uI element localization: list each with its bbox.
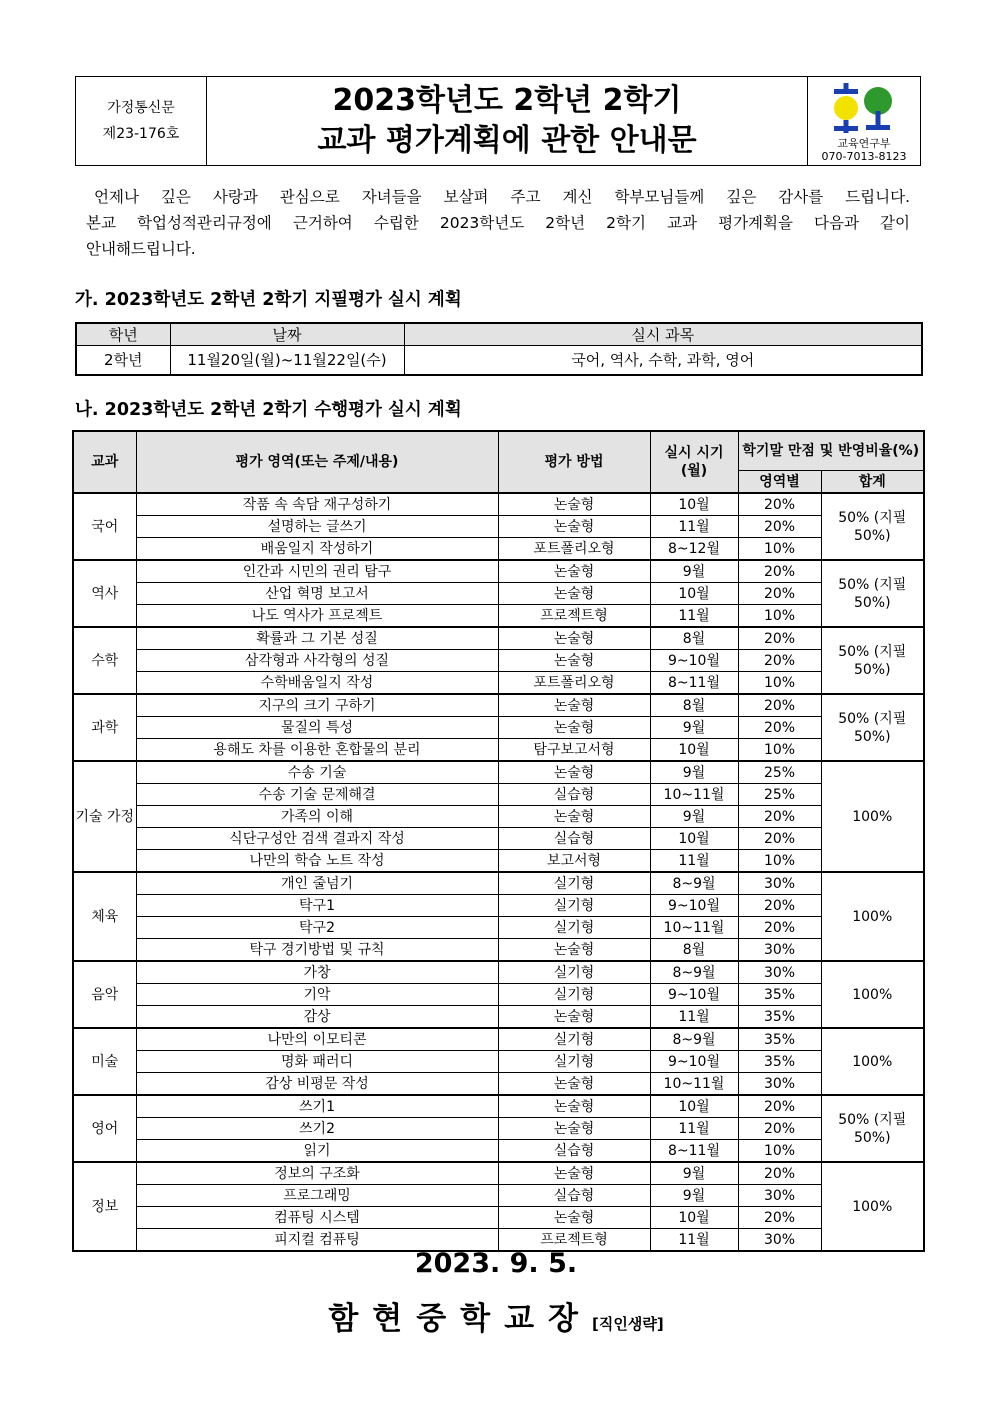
cell-percent: 20% — [738, 516, 821, 538]
cell-method: 실기형 — [498, 984, 650, 1006]
table-row — [73, 1140, 924, 1163]
cell-area: 지구의 크기 구하기 — [136, 694, 498, 717]
cell-area: 피지컬 컴퓨팅 — [136, 1229, 498, 1252]
cell-period: 11월 — [650, 1118, 738, 1140]
cell-method: 논술형 — [498, 1095, 650, 1118]
cell-period: 10~11월 — [650, 784, 738, 806]
cell-percent: 20% — [738, 806, 821, 828]
cell-percent: 20% — [738, 895, 821, 917]
cell-period: 11월 — [650, 850, 738, 873]
table-row — [73, 493, 924, 516]
cell-total: 100% — [821, 1162, 924, 1251]
cell-method: 논술형 — [498, 761, 650, 784]
cell-area: 배움일지 작성하기 — [136, 538, 498, 561]
cell-period: 9월 — [650, 560, 738, 583]
cell-total: 50% (지필 50%) — [821, 493, 924, 560]
cell-percent: 30% — [738, 961, 821, 984]
cell-method: 논술형 — [498, 560, 650, 583]
cell-subject: 수학 — [73, 627, 136, 694]
cell-area: 개인 줄넘기 — [136, 872, 498, 895]
cell-percent: 10% — [738, 1140, 821, 1163]
cell-period: 10월 — [650, 1207, 738, 1229]
table-row — [73, 917, 924, 939]
cell-area: 산업 혁명 보고서 — [136, 583, 498, 605]
table-row — [73, 1118, 924, 1140]
cell-method: 실습형 — [498, 828, 650, 850]
table-row — [73, 1095, 924, 1118]
cell-period: 8~11월 — [650, 672, 738, 695]
table-row — [73, 516, 924, 538]
cell-period: 10월 — [650, 739, 738, 762]
header-period: 실시 시기 (월) — [650, 431, 738, 493]
header-area: 평가 영역(또는 주제/내용) — [136, 431, 498, 493]
cell-total: 100% — [821, 761, 924, 872]
table-row — [73, 872, 924, 895]
cell-method: 논술형 — [498, 493, 650, 516]
cell-area: 인간과 시민의 권리 탐구 — [136, 560, 498, 583]
table-row — [73, 1028, 924, 1051]
cell-period: 9월 — [650, 806, 738, 828]
cell-grade: 2학년 — [76, 346, 170, 376]
cell-area: 나도 역사가 프로젝트 — [136, 605, 498, 628]
cell-percent: 30% — [738, 1185, 821, 1207]
cell-period: 9~10월 — [650, 1051, 738, 1073]
table-row — [73, 650, 924, 672]
cell-area: 가창 — [136, 961, 498, 984]
cell-method: 보고서형 — [498, 850, 650, 873]
cell-total: 50% (지필 50%) — [821, 627, 924, 694]
table-header-row — [76, 323, 922, 346]
cell-period: 8~9월 — [650, 961, 738, 984]
cell-percent: 30% — [738, 1073, 821, 1096]
cell-method: 논술형 — [498, 1006, 650, 1029]
cell-percent: 35% — [738, 1051, 821, 1073]
cell-method: 실기형 — [498, 917, 650, 939]
cell-area: 용해도 차를 이용한 혼합물의 분리 — [136, 739, 498, 762]
cell-period: 9~10월 — [650, 984, 738, 1006]
cell-method: 실기형 — [498, 961, 650, 984]
cell-method: 논술형 — [498, 583, 650, 605]
cell-percent: 35% — [738, 1028, 821, 1051]
cell-area: 작품 속 속담 재구성하기 — [136, 493, 498, 516]
intro-line-3: 안내해드립니다. — [86, 240, 196, 258]
table-row — [73, 784, 924, 806]
cell-subject: 역사 — [73, 560, 136, 627]
cell-area: 식단구성안 검색 결과지 작성 — [136, 828, 498, 850]
cell-period: 11월 — [650, 516, 738, 538]
cell-method: 실기형 — [498, 1028, 650, 1051]
table-row — [73, 761, 924, 784]
cell-total: 100% — [821, 1028, 924, 1095]
cell-period: 8~9월 — [650, 872, 738, 895]
cell-method: 프로젝트형 — [498, 605, 650, 628]
table-row — [73, 961, 924, 984]
cell-total: 50% (지필 50%) — [821, 560, 924, 627]
section-b-title: 나. 2023학년도 2학년 2학기 수행평가 실시 계획 — [75, 400, 462, 420]
cell-method: 포트폴리오형 — [498, 672, 650, 695]
cell-percent: 20% — [738, 917, 821, 939]
cell-subject: 체육 — [73, 872, 136, 961]
cell-percent: 10% — [738, 850, 821, 873]
table-row — [73, 1185, 924, 1207]
cell-area: 확률과 그 기본 성질 — [136, 627, 498, 650]
cell-period: 10~11월 — [650, 1073, 738, 1096]
cell-period: 9월 — [650, 1185, 738, 1207]
header-date: 날짜 — [170, 323, 404, 346]
cell-percent: 20% — [738, 560, 821, 583]
written-exam-table — [75, 322, 923, 376]
cell-method: 논술형 — [498, 939, 650, 962]
cell-period: 11월 — [650, 1229, 738, 1252]
cell-period: 11월 — [650, 605, 738, 628]
cell-period: 9월 — [650, 717, 738, 739]
cell-percent: 20% — [738, 717, 821, 739]
table-row — [76, 346, 922, 376]
cell-area: 프로그래밍 — [136, 1185, 498, 1207]
cell-method: 포트폴리오형 — [498, 538, 650, 561]
cell-period: 11월 — [650, 1006, 738, 1029]
cell-method: 실기형 — [498, 1051, 650, 1073]
cell-method: 논술형 — [498, 694, 650, 717]
cell-method: 탐구보고서형 — [498, 739, 650, 762]
header-total: 합계 — [821, 471, 924, 494]
cell-period: 8월 — [650, 694, 738, 717]
cell-area: 탁구 경기방법 및 규칙 — [136, 939, 498, 962]
cell-method: 논술형 — [498, 806, 650, 828]
cell-percent: 10% — [738, 538, 821, 561]
cell-percent: 20% — [738, 1162, 821, 1185]
table-row — [73, 717, 924, 739]
table-row — [73, 828, 924, 850]
cell-period: 9월 — [650, 761, 738, 784]
cell-area: 삼각형과 사각형의 성질 — [136, 650, 498, 672]
cell-area: 탁구2 — [136, 917, 498, 939]
cell-percent: 20% — [738, 1207, 821, 1229]
cell-percent: 35% — [738, 984, 821, 1006]
cell-percent: 20% — [738, 1118, 821, 1140]
subject-group — [73, 1095, 924, 1162]
cell-subject: 음악 — [73, 961, 136, 1028]
cell-percent: 25% — [738, 761, 821, 784]
cell-area: 기악 — [136, 984, 498, 1006]
cell-period: 8월 — [650, 627, 738, 650]
table-row — [73, 806, 924, 828]
principal-signature — [0, 1293, 992, 1338]
cell-percent: 30% — [738, 1229, 821, 1252]
cell-area: 설명하는 글쓰기 — [136, 516, 498, 538]
cell-period: 8~11월 — [650, 1140, 738, 1163]
cell-period: 9~10월 — [650, 650, 738, 672]
table-row — [73, 605, 924, 628]
header-method: 평가 방법 — [498, 431, 650, 493]
cell-area: 수송 기술 문제해결 — [136, 784, 498, 806]
cell-subject: 기술 가정 — [73, 761, 136, 872]
cell-area: 정보의 구조화 — [136, 1162, 498, 1185]
cell-subject: 영어 — [73, 1095, 136, 1162]
subject-group — [73, 872, 924, 961]
cell-percent: 20% — [738, 828, 821, 850]
table-row — [73, 538, 924, 561]
notice-number: 제23-176호 — [102, 126, 180, 142]
table-row — [73, 694, 924, 717]
department-phone: 070-7013-8123 — [821, 150, 907, 163]
cell-area: 탁구1 — [136, 895, 498, 917]
subject-group — [73, 694, 924, 761]
cell-total: 50% (지필 50%) — [821, 1095, 924, 1162]
cell-period: 9월 — [650, 1162, 738, 1185]
title-line-1: 2023학년도 2학년 2학기 — [332, 83, 682, 118]
cell-area: 나만의 이모티콘 — [136, 1028, 498, 1051]
table-row — [73, 895, 924, 917]
intro-line-1: 언제나 깊은 사랑과 관심으로 자녀들을 보살펴 주고 계신 학부모님들께 깊은 감사를 드립니다. — [94, 188, 910, 206]
cell-area: 쓰기1 — [136, 1095, 498, 1118]
subject-group — [73, 493, 924, 560]
cell-subject: 과학 — [73, 694, 136, 761]
notice-number-box — [76, 77, 207, 165]
performance-assessment-table — [72, 430, 925, 1252]
cell-percent: 30% — [738, 872, 821, 895]
cell-area: 가족의 이해 — [136, 806, 498, 828]
section-a-title: 가. 2023학년도 2학년 2학기 지필평가 실시 계획 — [75, 290, 462, 310]
cell-period: 8월 — [650, 939, 738, 962]
cell-percent: 10% — [738, 672, 821, 695]
cell-percent: 20% — [738, 650, 821, 672]
cell-subject: 정보 — [73, 1162, 136, 1251]
cell-method: 논술형 — [498, 1118, 650, 1140]
cell-total: 100% — [821, 961, 924, 1028]
cell-method: 논술형 — [498, 650, 650, 672]
intro-line-2: 본교 학업성적관리규정에 근거하여 수립한 2023학년도 2학년 2학기 교과 평가계획을 다음과 같이 — [86, 214, 910, 232]
table-row — [73, 1051, 924, 1073]
cell-subject: 국어 — [73, 493, 136, 560]
table-row — [73, 1162, 924, 1185]
cell-area: 명화 패러디 — [136, 1051, 498, 1073]
cell-method: 논술형 — [498, 1073, 650, 1096]
document-date: 2023. 9. 5. — [414, 1248, 578, 1279]
cell-area: 감상 — [136, 1006, 498, 1029]
cell-date: 11월20일(월)~11월22일(수) — [170, 346, 404, 376]
cell-area: 쓰기2 — [136, 1118, 498, 1140]
cell-method: 실습형 — [498, 1140, 650, 1163]
school-logo-box — [807, 77, 920, 165]
document-header — [75, 76, 921, 166]
cell-percent: 20% — [738, 627, 821, 650]
cell-percent: 20% — [738, 493, 821, 516]
cell-method: 실습형 — [498, 784, 650, 806]
table-row — [73, 850, 924, 873]
notice-type: 가정통신문 — [107, 100, 175, 116]
cell-period: 10월 — [650, 493, 738, 516]
cell-method: 실습형 — [498, 1185, 650, 1207]
cell-period: 8~9월 — [650, 1028, 738, 1051]
cell-area: 수학배움일지 작성 — [136, 672, 498, 695]
cell-total: 50% (지필 50%) — [821, 694, 924, 761]
table-row — [73, 1207, 924, 1229]
subject-group — [73, 627, 924, 694]
cell-method: 실기형 — [498, 895, 650, 917]
cell-percent: 10% — [738, 739, 821, 762]
cell-percent: 10% — [738, 605, 821, 628]
table-row — [73, 583, 924, 605]
header-subjects: 실시 과목 — [404, 323, 922, 346]
table-header-row — [73, 431, 924, 471]
subject-group — [73, 1162, 924, 1251]
table-row — [73, 739, 924, 762]
cell-period: 10월 — [650, 828, 738, 850]
cell-method: 실기형 — [498, 872, 650, 895]
cell-area: 컴퓨팅 시스템 — [136, 1207, 498, 1229]
subject-group — [73, 961, 924, 1028]
cell-percent: 20% — [738, 1095, 821, 1118]
cell-subject: 미술 — [73, 1028, 136, 1095]
cell-area: 감상 비평문 작성 — [136, 1073, 498, 1096]
cell-method: 논술형 — [498, 1162, 650, 1185]
cell-period: 10월 — [650, 583, 738, 605]
cell-percent: 20% — [738, 583, 821, 605]
table-row — [73, 984, 924, 1006]
cell-period: 8~12월 — [650, 538, 738, 561]
cell-area: 읽기 — [136, 1140, 498, 1163]
title-line-2: 교과 평가계획에 관한 안내문 — [317, 123, 697, 158]
seal-note: [직인생략] — [592, 1315, 664, 1333]
cell-period: 10월 — [650, 1095, 738, 1118]
cell-subjects: 국어, 역사, 수학, 과학, 영어 — [404, 346, 922, 376]
school-logo-icon — [828, 81, 900, 135]
cell-method: 논술형 — [498, 627, 650, 650]
cell-period: 10~11월 — [650, 917, 738, 939]
header-by-area: 영역별 — [738, 471, 821, 494]
subject-group — [73, 560, 924, 627]
header-grade: 학년 — [76, 323, 170, 346]
subject-group — [73, 1028, 924, 1095]
cell-percent: 20% — [738, 694, 821, 717]
cell-percent: 35% — [738, 1006, 821, 1029]
table-row — [73, 1073, 924, 1096]
cell-percent: 25% — [738, 784, 821, 806]
cell-total: 100% — [821, 872, 924, 961]
table-row — [73, 939, 924, 962]
subject-group — [73, 761, 924, 872]
cell-area: 물질의 특성 — [136, 717, 498, 739]
cell-method: 논술형 — [498, 516, 650, 538]
cell-percent: 30% — [738, 939, 821, 962]
table-row — [73, 627, 924, 650]
cell-area: 나만의 학습 노트 작성 — [136, 850, 498, 873]
cell-area: 수송 기술 — [136, 761, 498, 784]
intro-paragraph — [86, 184, 910, 262]
header-ratio: 학기말 만점 및 반영비율(%) — [738, 431, 924, 471]
principal-name: 함현중학교장 — [328, 1301, 592, 1337]
document-title — [207, 77, 807, 165]
table-row — [73, 560, 924, 583]
cell-period: 9~10월 — [650, 895, 738, 917]
header-subject: 교과 — [73, 431, 136, 493]
department-name: 교육연구부 — [837, 137, 891, 150]
cell-method: 프로젝트형 — [498, 1229, 650, 1252]
table-row — [73, 672, 924, 695]
cell-method: 논술형 — [498, 717, 650, 739]
table-row — [73, 1006, 924, 1029]
cell-method: 논술형 — [498, 1207, 650, 1229]
